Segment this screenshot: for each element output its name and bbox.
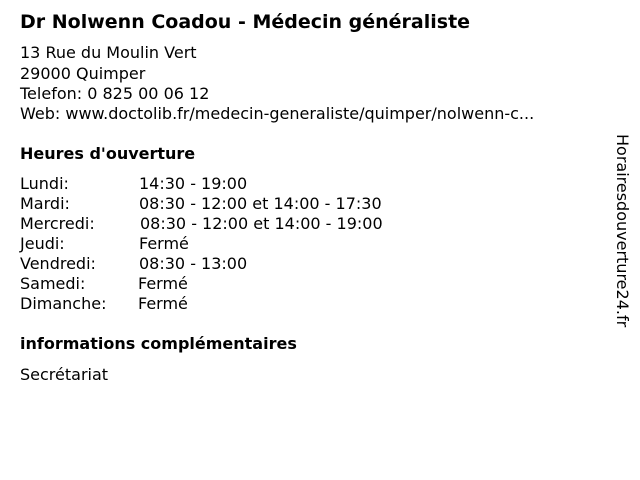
opening-hours-heading: Heures d'ouverture [20, 144, 196, 163]
day-hours: 14:30 - 19:00 [139, 174, 248, 193]
site-watermark: Horairesdouverture24.fr [613, 134, 632, 328]
additional-info-heading: informations complémentaires [20, 334, 297, 353]
additional-info-text: Secrétariat [20, 365, 109, 384]
day-hours: 08:30 - 13:00 [139, 254, 248, 273]
day-hours: 08:30 - 12:00 et 14:00 - 17:30 [139, 194, 382, 213]
day-label: Jeudi: [20, 234, 65, 253]
day-label: Mercredi: [20, 214, 95, 233]
day-hours: Fermé [138, 274, 188, 293]
address-street: 13 Rue du Moulin Vert [20, 43, 197, 62]
day-hours: Fermé [139, 234, 189, 253]
website-link[interactable]: Web: www.doctolib.fr/medecin-generaliste/quimper/nolwenn-c... [20, 104, 535, 123]
address-city: 29000 Quimper [20, 64, 146, 83]
day-label: Vendredi: [20, 254, 96, 273]
day-label: Samedi: [20, 274, 86, 293]
day-hours: Fermé [138, 294, 188, 313]
day-hours: 08:30 - 12:00 et 14:00 - 19:00 [140, 214, 383, 233]
phone-number: Telefon: 0 825 00 06 12 [20, 84, 210, 103]
page-title: Dr Nolwenn Coadou - Médecin généraliste [20, 11, 471, 33]
day-label: Mardi: [20, 194, 70, 213]
day-label: Dimanche: [20, 294, 107, 313]
day-label: Lundi: [20, 174, 69, 193]
